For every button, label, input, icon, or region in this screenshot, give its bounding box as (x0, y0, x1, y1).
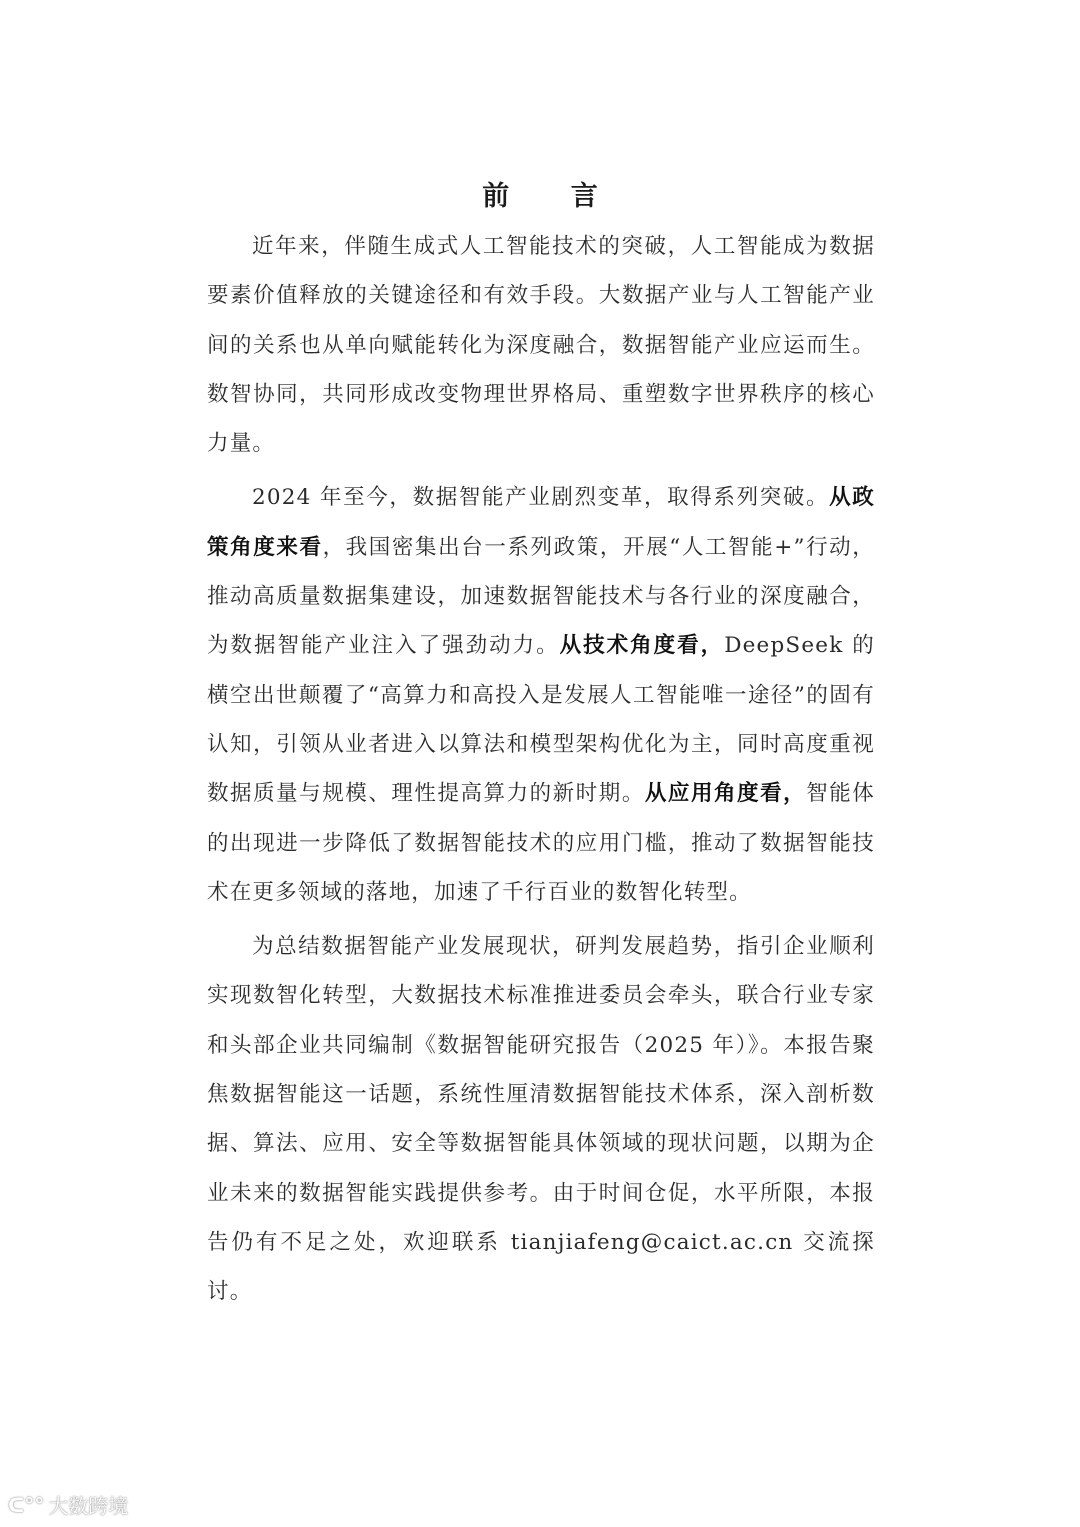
bold-heading-technology: 从技术角度看， (559, 633, 725, 659)
watermark-text: 大数跨境 (48, 1494, 129, 1518)
watermark-logo-icon: ᑕ°° (8, 1492, 45, 1517)
paragraph-text: 近年来，伴随生成式人工智能技术的突破，人工智能成为数据要素价值释放的关键途径和有效手段。大数据产业与人工智能产业间的关系也从单向赋能转化为深度融合，数据智能产业应运而生。数智协同，共同形成改变物理世界格局、重塑数字世界秩序的核心力量。 (207, 234, 875, 457)
paragraph-text: ，我国密集出台一系列政策，开展“人工智能+”行动，推动高质量数据集建设，加速数据智能技术与各行业的深度融合，为数据智能产业注入了强劲动力。 (207, 534, 875, 659)
bold-heading-application: 从应用角度看， (644, 781, 807, 807)
paragraph-text: 2024 年至今，数据智能产业剧烈变革，取得系列突破。 (252, 485, 830, 511)
page-title: 前 言 (482, 181, 624, 212)
paragraph-text: 为总结数据智能产业发展现状，研判发展趋势，指引企业顺利实现数智化转型，大数据技术标准推进委员会牵头，联合行业专家和头部企业共同编制《数据智能研究报告（2025 年）》。本报告聚焦数据智能这一话题，系统性厘清数据智能技术体系，深入剖析数据、算法、应用、安全等数据智能具体领域的现状问题，以期为企业未来的数据智能实践提供参考。由于时间仓促，水平所限，本报告仍有不足之处，欢迎联系 tianjiafeng@caict.ac.cn 交流探讨。 (207, 934, 875, 1305)
paragraph-developments (207, 473, 875, 917)
paragraph-text: 智能体的出现进一步降低了数据智能技术的应用门槛，推动了数据智能技术在更多领域的落地，加速了千行百业的数智化转型。 (207, 781, 875, 905)
bold-heading-policy: 从政策角度来看 (207, 485, 875, 560)
document-body (207, 222, 875, 1317)
watermark (8, 1490, 128, 1519)
paragraph-intro (207, 222, 875, 468)
paragraph-report-purpose (207, 922, 875, 1316)
paragraph-text: DeepSeek 的横空出世颠覆了“高算力和高投入是发展人工智能唯一途径”的固有认知，引领从业者进入以算法和模型架构优化为主，同时高度重视数据质量与规模、理性提高算力的新时期。 (207, 633, 875, 807)
